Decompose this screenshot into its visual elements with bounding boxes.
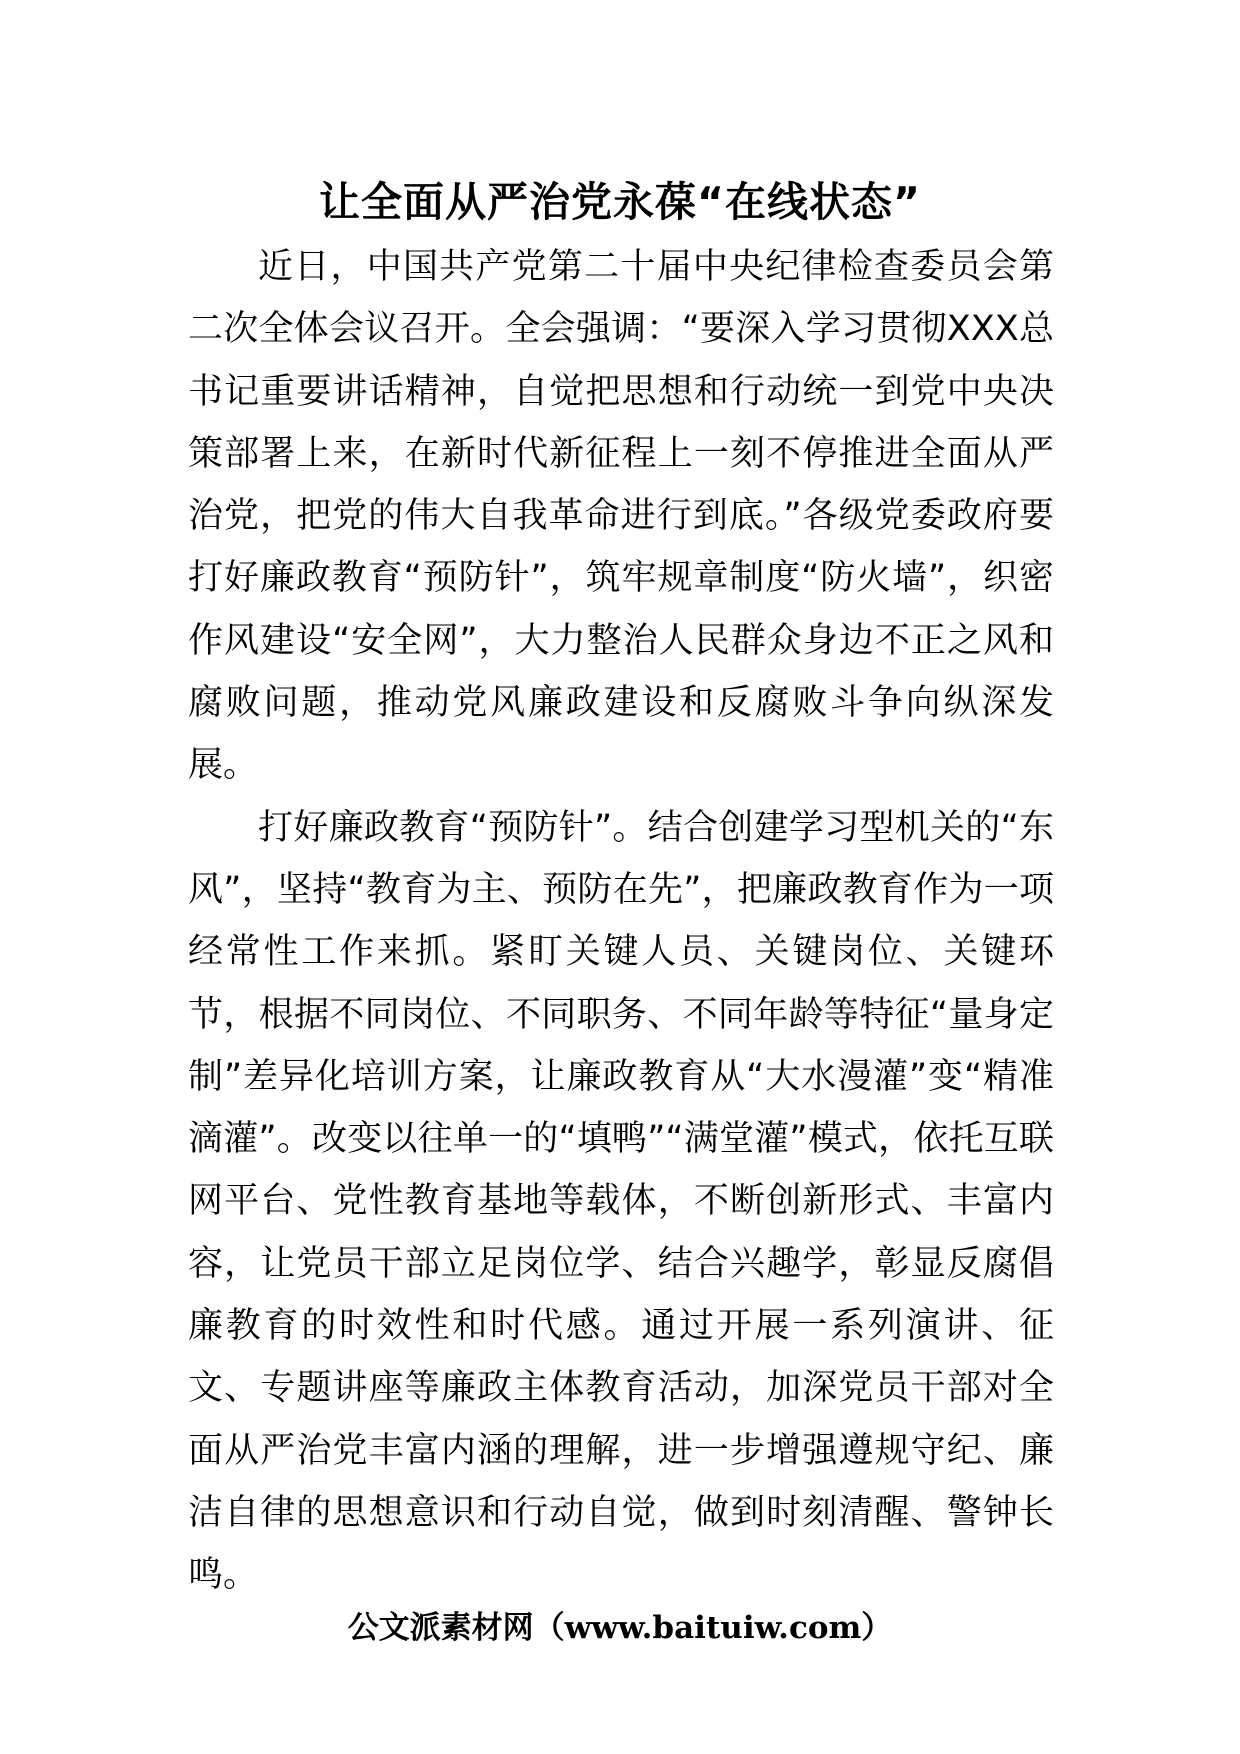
document-title: 让全面从严治党永葆“在线状态” xyxy=(319,178,921,226)
source-footer: 公文派素材网（www.baituiw.com） xyxy=(347,1610,893,1646)
paragraph-intro: 近日，中国共产党第二十届中央纪律检查委员会第二次全体会议召开。全会强调：“要深入学习贯彻XXX总书记重要讲话精神，自觉把思想和行动统一到党中央决策部署上来，在新时代新征程上一刻不停推进全面从严治党，把党的伟大自我革命进行到底。”各级党委政府要打好廉政教育“预防针”，筑牢规章制度“防火墙”，织密作风建设“安全网”，大力整治人民群众身边不正之风和腐败问题，推动党风廉政建设和反腐败斗争向纵深发展。 xyxy=(188,247,1055,786)
paragraph-education: 打好廉政教育“预防针”。结合创建学习型机关的“东风”，坚持“教育为主、预防在先”，把廉政教育作为一项经常性工作来抓。紧盯关键人员、关键岗位、关键环节，根据不同岗位、不同职务、不同年龄等特征“量身定制”差异化培训方案，让廉政教育从“大水漫灌”变“精准滴灌”。改变以往单一的“填鸭”“满堂灌”模式，依托互联网平台、党性教育基地等载体，不断创新形式、丰富内容，让党员干部立足岗位学、结合兴趣学，彰显反腐倡廉教育的时效性和时代感。通过开展一系列演讲、征文、专题讲座等廉政主体教育活动，加深党员干部对全面从严治党丰富内涵的理解，进一步增强遵规守纪、廉洁自律的思想意识和行动自觉，做到时刻清醒、警钟长鸣。 xyxy=(188,807,1054,1596)
document-body xyxy=(188,236,1054,1607)
